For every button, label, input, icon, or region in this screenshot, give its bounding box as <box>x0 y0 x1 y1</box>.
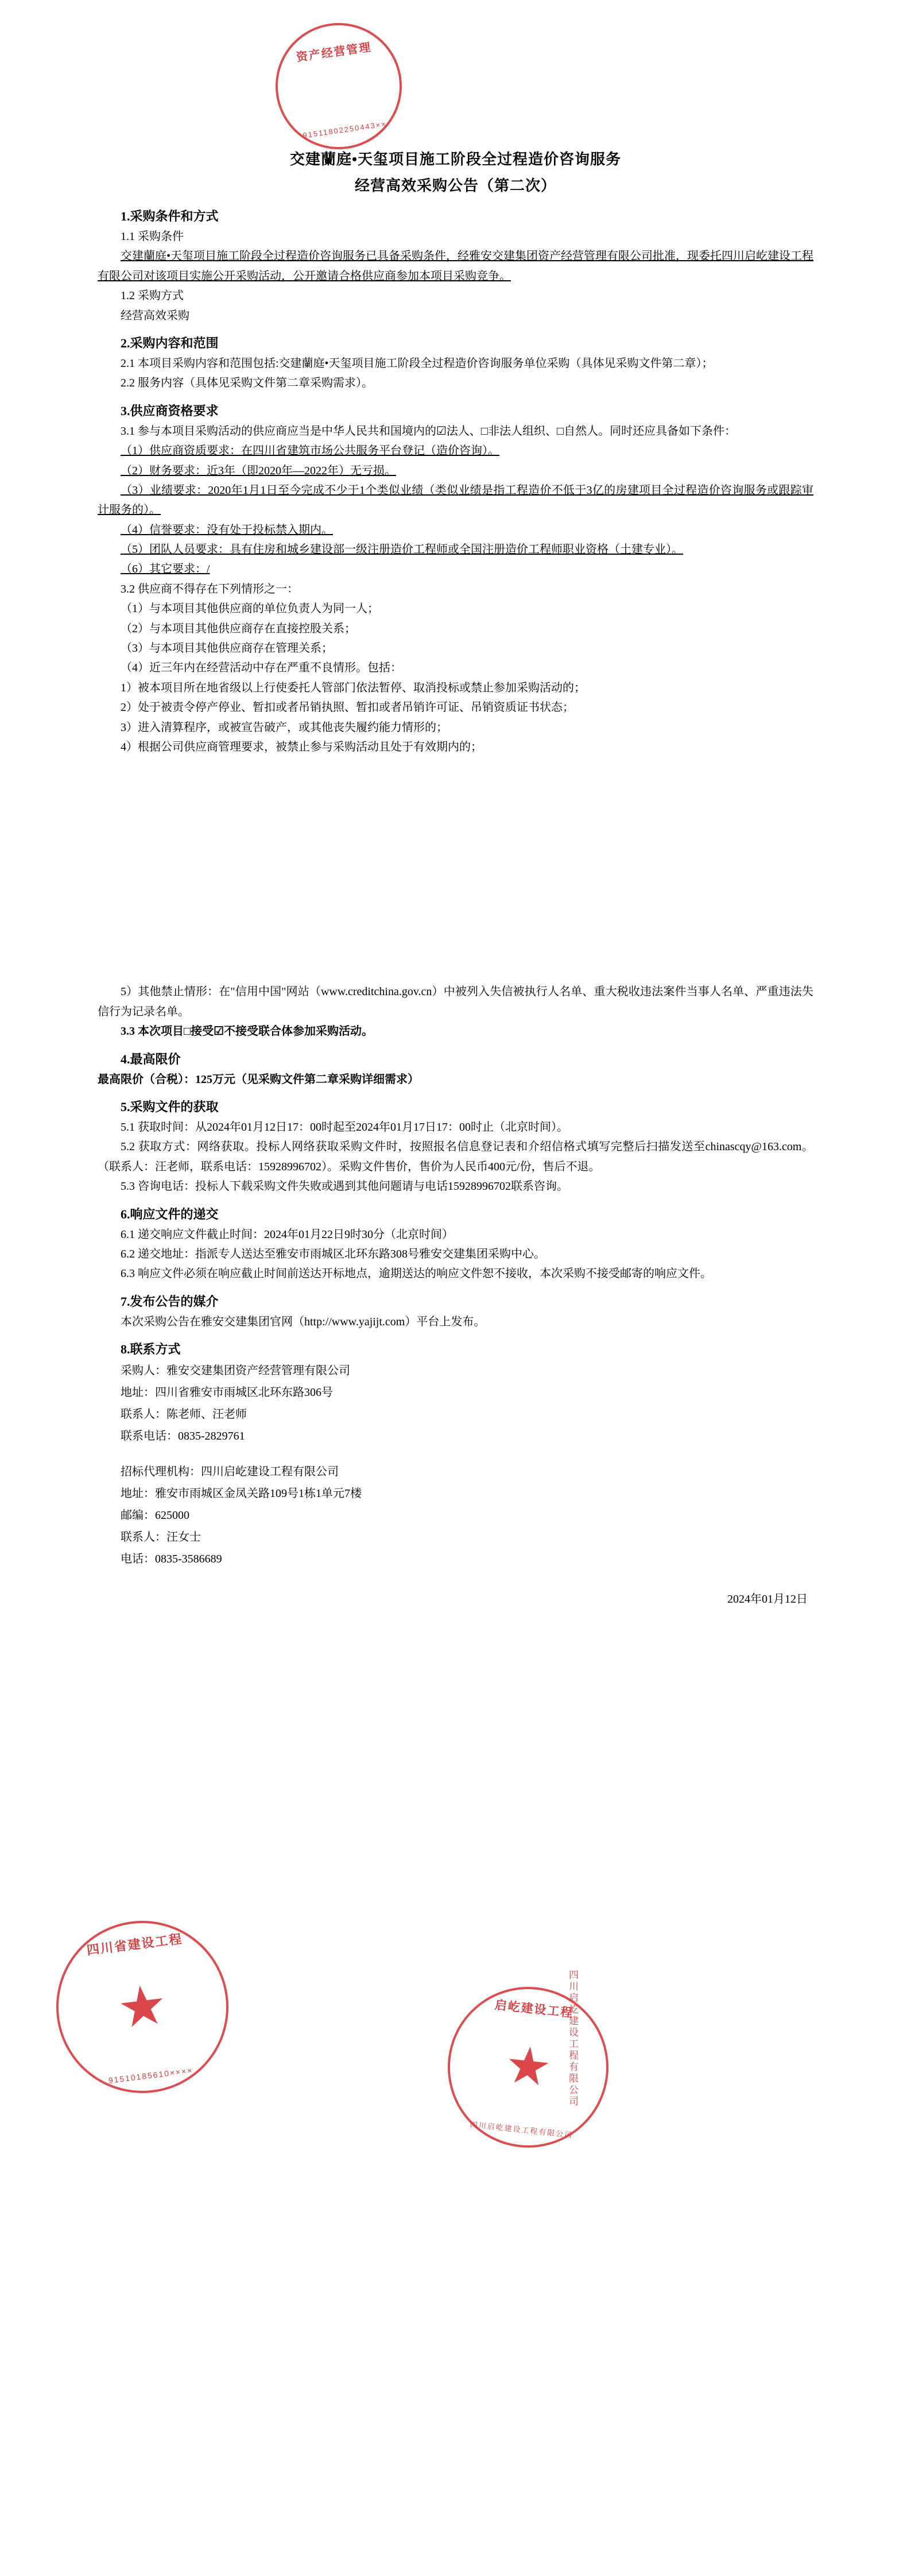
section3-sub-exclusion-5: 5）其他禁止情形：在"信用中国"网站（www.creditchina.gov.cn）中被列入失信被执行人名单、重大税收违法案件当事人名单、严重违法失信行为记录名单。 <box>98 985 813 1018</box>
section1-sub-heading-2: 1.2 采购方式 <box>121 289 184 303</box>
section1-para-2: 经营高效采购 <box>121 309 189 322</box>
section-heading-5: 5.采购文件的获取 <box>121 1099 219 1114</box>
seal-arc-text: 启屹建设工程 <box>494 1998 575 2020</box>
section1-para-1: 交建蘭庭•天玺项目施工阶段全过程造价咨询服务已具备采购条件，经雅安交建集团资产经营管理有限公司批准，现委托四川启屹建设工程有限公司对该项目实施公开采购活动，公开邀请合格供应商参加本项目采购竞争。 <box>98 250 814 283</box>
purchaser-address: 地址：四川省雅安市雨城区北环东路306号 <box>121 1386 333 1399</box>
seal-star-icon: ★ <box>114 1973 171 2040</box>
section5-para-3: 5.3 咨询电话：投标人下载采购文件失败或遇到其他问题请与电话15928996702联系咨询。 <box>121 1180 568 1193</box>
seal-bottom-text: 91511802250443×× <box>302 119 387 140</box>
section5-para-2: 5.2 获取方式：网络获取。投标人网络获取采购文件时，按照报名信息登记表和介绍信格式填写完整后扫描发送至chinascqy@163.com。（联系人：汪老师，联系电话：15928996702）。采购文件售价，售价为人民币400元/份，售后不退。 <box>98 1140 813 1173</box>
section3-joint-bid-line <box>98 1022 813 1041</box>
page-break-whitespace-2 <box>98 869 813 982</box>
agent-address: 地址：雅安市雨城区金凤关路109号1栋1单元7楼 <box>121 1487 362 1500</box>
section3-item-2: （2）财务要求：近3年（即2020年—2022年）无亏损。 <box>121 464 396 477</box>
section3-item-4: （4）信誉要求：没有处于投标禁入期内。 <box>121 523 333 536</box>
section-heading-3: 3.供应商资格要求 <box>121 403 219 418</box>
purchaser-name: 采购人：雅安交建集团资产经营管理有限公司 <box>121 1364 350 1378</box>
section2-para-1: 2.1 本项目采购内容和范围包括:交建蘭庭•天玺项目施工阶段全过程造价咨询服务单位采购（具体见采购文件第二章）； <box>121 357 714 370</box>
section-heading-4: 4.最高限价 <box>121 1051 181 1066</box>
section4-para-1: 最高限价（合税）：125万元（见采购文件第二章采购详细需求） <box>98 1073 419 1086</box>
section2-para-2: 2.2 服务内容（具体见采购文件第二章采购需求）。 <box>121 377 373 390</box>
joint-bid-suffix: ☑不接受联合体参加采购活动。 <box>214 1025 374 1038</box>
section3-exclusion-2: （2）与本项目其他供应商存在直接控股关系； <box>121 622 356 635</box>
seal-ring <box>46 1911 238 2103</box>
section3-exclusion-1: （1）与本项目其他供应商的单位负责人为同一人； <box>121 602 379 616</box>
section7-para-1: 本次采购公告在雅安交建集团官网（http://www.yajijt.com）平台上发布。 <box>121 1315 486 1328</box>
seal-arc-text: 资产经营管理 <box>295 41 373 64</box>
section3-exclusion-3: （3）与本项目其他供应商存在管理关系； <box>121 642 333 655</box>
seal-star-icon: ★ <box>502 2036 555 2098</box>
section-heading-7: 7.发布公告的媒介 <box>121 1294 219 1309</box>
section3-exclusion-4: （4）近三年内在经营活动中存在严重不良情形。包括： <box>121 662 402 675</box>
agent-name: 招标代理机构：四川启屹建设工程有限公司 <box>121 1465 339 1479</box>
section6-para-2: 6.2 递交地址：指派专人送达至雅安市雨城区北环东路308号雅安交建集团采购中心。 <box>121 1247 545 1260</box>
section3-sub-exclusion-2: 2）处于被责令停产停业、暂扣或者吊销执照、暂扣或者吊销许可证、吊销资质证书状态； <box>121 701 574 714</box>
title-line-2: 经营高效采购公告（第二次） <box>354 177 556 194</box>
agent-contact-person: 联系人：汪女士 <box>121 1531 201 1544</box>
section-heading-8: 8.联系方式 <box>121 1342 181 1357</box>
seal-vertical-text: 四川启屹建设工程有限公司 <box>567 1970 578 2107</box>
seal-arc-text: 四川省建设工程 <box>86 1931 184 1958</box>
section6-para-1: 6.1 递交响应文件截止时间：2024年01月22日9时30分（北京时间） <box>121 1228 453 1241</box>
purchaser-contact-person: 联系人：陈老师、汪老师 <box>121 1408 247 1421</box>
section3-intro: 3.1 参与本项目采购活动的供应商应当是中华人民共和国境内的☑法人、□非法人组织、□自然人。同时还应具备如下条件： <box>121 424 736 438</box>
section3-item-1: （1）供应商资质要求：在四川省建筑市场公共服务平台登记（造价咨询）。 <box>121 444 499 458</box>
company-seal-right-icon <box>440 1979 617 2156</box>
section1-sub-heading-1: 1.1 采购条件 <box>121 230 184 243</box>
section3-sub-exclusion-3: 3）进入清算程序，或被宣告破产，或其他丧失履约能力情形的； <box>121 721 448 734</box>
section3-sub-exclusion-1: 1）被本项目所在地省级以上行使委托人管部门依法暂停、取消投标或禁止参加采购活动的； <box>121 681 586 694</box>
title-line-1: 交建蘭庭•天玺项目施工阶段全过程造价咨询服务 <box>289 151 622 168</box>
section3-item-5: （5）团队人员要求：具有住房和城乡建设部一级注册造价工程师或全国注册造价工程师职业资格（土建专业）。 <box>121 543 683 556</box>
seal-bottom-text: 91510185610×××× <box>108 2066 194 2086</box>
company-seal-left-icon <box>46 1911 238 2103</box>
section-heading-2: 2.采购内容和范围 <box>121 335 219 350</box>
section3-item-3: （3）业绩要求：2020年1月1日至今完成不少于1个类似业绩（类似业绩是指工程造价不低于3亿的房建项目全过程造价咨询服务或跟踪审计服务的）。 <box>98 484 813 517</box>
section5-para-1: 5.1 获取时间：从2024年01月12日17：00时起至2024年01月17日17：00时止（北京时间）。 <box>121 1120 568 1134</box>
agent-phone: 电话：0835-3586689 <box>121 1553 222 1566</box>
agent-postcode: 邮编：625000 <box>121 1509 189 1522</box>
section-heading-6: 6.响应文件的递交 <box>121 1206 219 1221</box>
section3-exclusion-intro: 3.2 供应商不得存在下列情形之一： <box>121 582 299 595</box>
seal-ring <box>440 1979 617 2156</box>
section-heading-1: 1.采购条件和方式 <box>121 209 219 223</box>
document-date: 2024年01月12日 <box>727 1593 808 1606</box>
joint-bid-prefix: 3.3 本次项目□接受 <box>121 1025 214 1038</box>
document-title <box>98 0 813 199</box>
contact-group-spacer <box>98 1447 813 1461</box>
purchaser-phone: 联系电话：0835-2829761 <box>121 1430 245 1443</box>
seal-bottom-text: 四川启屹建设工程有限公司 <box>470 2120 573 2140</box>
page-break-whitespace <box>98 757 813 869</box>
section3-sub-exclusion-4: 4）根据公司供应商管理要求，被禁止参与采购活动且处于有效期内的； <box>121 740 482 753</box>
section3-item-6: （6）其它要求：/ <box>121 563 210 576</box>
section6-para-3: 6.3 响应文件必须在响应截止时间前送达开标地点，逾期送达的响应文件恕不接收，本次采购不接受邮寄的响应文件。 <box>121 1267 712 1281</box>
